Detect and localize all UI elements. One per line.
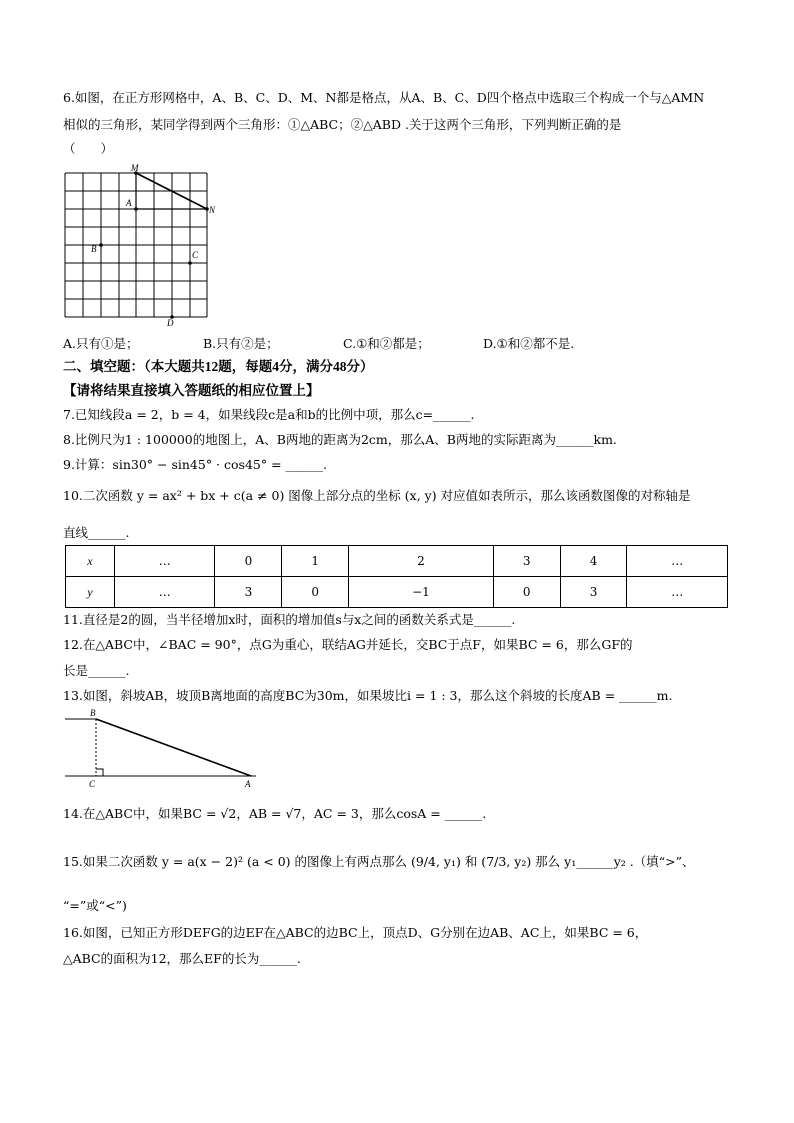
- q16-line1: 16.如图，已知正方形DEFG的边EF在△ABC的边BC上，顶点D、G分别在边AB、AC上，如果BC = 6，: [63, 925, 648, 940]
- point-b: [99, 243, 103, 247]
- label-n: N: [209, 205, 216, 215]
- table-cell: 2: [349, 546, 494, 577]
- table-cell: …: [114, 546, 215, 577]
- table-cell: 0: [493, 577, 560, 608]
- q6-answer-bracket: （ ）: [63, 141, 114, 156]
- label-b: B: [91, 244, 97, 254]
- q13-text: 13.如图，斜坡AB，坡顶B离地面的高度BC为30m，如果坡比i = 1 : 3，那么这个斜坡的长度AB = ______m.: [63, 688, 673, 703]
- label-c: C: [89, 779, 96, 789]
- section-instruction: 【请将结果直接填入答题纸的相应位置上】: [63, 383, 320, 398]
- q6-option-a: A.只有①是；: [63, 336, 139, 351]
- q13-slope-figure: [60, 706, 260, 796]
- point-a: [134, 207, 138, 211]
- right-angle-mark: [96, 769, 103, 776]
- table-cell: x: [66, 546, 115, 577]
- q6-option-b: B.只有②是；: [203, 336, 279, 351]
- table-cell: …: [627, 546, 728, 577]
- table-cell: …: [627, 577, 728, 608]
- q6-line2: 相似的三角形，某同学得到两个三角形：①△ABC；②△ABD .关于这两个三角形，下列判断正确的是: [63, 117, 622, 132]
- table-cell: 0: [282, 577, 349, 608]
- q12-line2: 长是______.: [63, 663, 130, 678]
- q10-value-table: [65, 545, 728, 608]
- table-cell: 0: [215, 546, 282, 577]
- table-row: [66, 546, 728, 577]
- q8-text: 8.比例尺为1 : 100000的地图上，A、B两地的距离为2cm，那么A、B两地的实际距离为______km.: [63, 432, 617, 447]
- table-cell: 3: [560, 577, 627, 608]
- q10-line2: 直线______.: [63, 525, 130, 540]
- table-cell: 3: [215, 577, 282, 608]
- q9-text: 9.计算：sin30° − sin45° · cos45° = ______.: [63, 457, 327, 472]
- section-title: 二、填空题：（本大题共12题，每题4分，满分48分）: [63, 359, 374, 374]
- label-a: A: [245, 779, 251, 789]
- q12-line1: 12.在△ABC中，∠BAC = 90°，点G为重心，联结AG并延长，交BC于点F，如果BC = 6，那么GF的: [63, 637, 633, 652]
- label-c: C: [192, 250, 199, 260]
- q14-text: 14.在△ABC中，如果BC = √2，AB = √7，AC = 3，那么cosA = ______.: [63, 806, 487, 821]
- q6-line1: 6.如图，在正方形网格中，A、B、C、D、M、N都是格点，从A、B、C、D四个格点中选取三个构成一个与△AMN: [63, 90, 705, 105]
- label-a: A: [126, 198, 132, 208]
- q7-text: 7.已知线段a = 2，b = 4，如果线段c是a和b的比例中项，那么c=______.: [63, 407, 475, 422]
- label-d: D: [167, 318, 174, 328]
- table-row: [66, 577, 728, 608]
- q6-grid-figure: [60, 160, 230, 330]
- slope-ab: [96, 719, 251, 776]
- q11-text: 11.直径是2的圆，当半径增加x时，面积的增加值s与x之间的函数关系式是______.: [63, 612, 516, 627]
- label-b: B: [90, 708, 96, 718]
- q6-option-c: C.①和②都是；: [343, 336, 430, 351]
- table-cell: 4: [560, 546, 627, 577]
- q15-line2: “=”或“<”): [63, 898, 127, 913]
- table-cell: …: [114, 577, 215, 608]
- label-m: M: [131, 163, 139, 173]
- q15-line1: 15.如果二次函数 y = a(x − 2)² (a < 0) 的图像上有两点那么 (9/4, y₁) 和 (7/3, y₂) 那么 y₁______y₂ .（填“>”、: [63, 854, 695, 869]
- table-cell: 1: [282, 546, 349, 577]
- table-cell: y: [66, 577, 115, 608]
- point-c: [188, 261, 192, 265]
- q16-line2: △ABC的面积为12，那么EF的长为______.: [63, 951, 301, 966]
- q10-line1: 10.二次函数 y = ax² + bx + c(a ≠ 0) 图像上部分点的坐标 (x, y) 对应值如表所示，那么该函数图像的对称轴是: [63, 488, 691, 503]
- q6-option-d: D.①和②都不是.: [483, 336, 575, 351]
- table-cell: −1: [349, 577, 494, 608]
- table-cell: 3: [493, 546, 560, 577]
